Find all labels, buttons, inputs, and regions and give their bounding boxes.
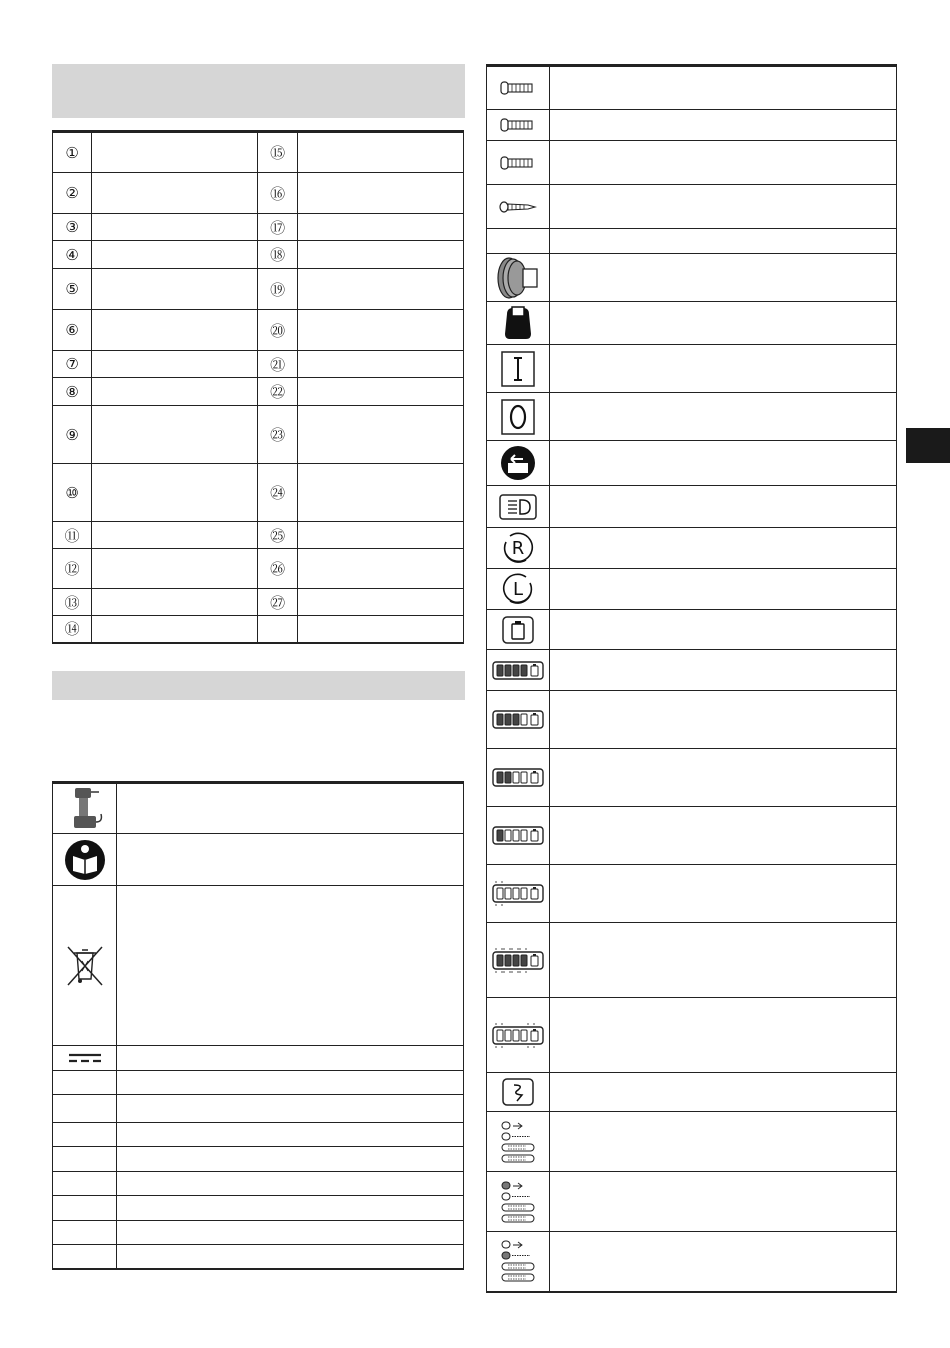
machine-screw-icon-graphic <box>498 117 538 133</box>
symbol-right-description-cell <box>550 1073 897 1112</box>
machine-screw-icon <box>487 66 550 110</box>
battery-2-icon-graphic <box>490 764 546 791</box>
part-name-left <box>92 378 258 406</box>
auto-stop-icon <box>487 1073 550 1112</box>
part-number-left: ⑭ <box>53 616 92 643</box>
symbol-right-description-cell <box>550 650 897 691</box>
symbol-right-description-cell <box>550 998 897 1073</box>
part-name-left <box>92 214 258 241</box>
symbol-right-row <box>487 528 897 569</box>
part-name-right <box>297 269 463 310</box>
part-number-right <box>258 616 297 643</box>
dc-current-icon-graphic <box>65 1052 105 1064</box>
crossed-bin-icon <box>53 886 117 1046</box>
part-number-right: ⑰ <box>258 214 297 241</box>
symbol-right-description-cell <box>550 441 897 486</box>
battery-caution-icon <box>487 441 550 486</box>
part-name-right <box>297 616 463 643</box>
symbol-right-description-cell <box>550 749 897 807</box>
symbol-left-description-cell <box>117 1147 464 1172</box>
off-icon-graphic <box>500 398 536 436</box>
symbol-left-symbol-cell <box>53 1123 117 1147</box>
section-header-bar-symbols <box>52 671 465 700</box>
symbol-left-description-cell <box>117 886 464 1046</box>
power-tool-icon-graphic <box>65 786 105 832</box>
symbol-right-description-cell <box>550 1112 897 1172</box>
symbol-left-description-cell <box>117 1046 464 1071</box>
symbol-left-description-cell <box>117 1095 464 1123</box>
part-number-left: ⑬ <box>53 589 92 616</box>
battery-caution-icon-graphic <box>499 444 537 482</box>
part-name-left <box>92 549 258 589</box>
symbol-left-symbol-cell <box>53 1221 117 1245</box>
symbol-right-row <box>487 393 897 441</box>
auto-stop-icon-graphic <box>500 1077 536 1107</box>
symbol-right-description-cell <box>550 569 897 610</box>
socket-icon-graphic <box>501 304 535 342</box>
svg-text:L: L <box>512 579 524 600</box>
bolt-icon-graphic <box>495 255 541 301</box>
symbol-right-description-cell <box>550 691 897 749</box>
symbol-left-row <box>53 1221 464 1245</box>
symbol-right-row <box>487 807 897 865</box>
symbol-right-row <box>487 141 897 185</box>
tapping-screw-icon <box>487 185 550 229</box>
symbol-left-symbol-cell <box>53 1147 117 1172</box>
tapping-screw-icon-graphic <box>498 200 538 214</box>
symbol-left-symbol-cell <box>53 1196 117 1221</box>
part-name-right <box>297 214 463 241</box>
symbol-right-row <box>487 749 897 807</box>
mode-1-icon-graphic <box>498 1120 538 1164</box>
symbol-right-row <box>487 229 897 254</box>
symbol-right-row <box>487 865 897 923</box>
symbol-left-symbol-cell <box>53 1095 117 1123</box>
symbol-right-description-cell <box>550 229 897 254</box>
symbol-left-description-cell <box>117 1245 464 1269</box>
part-name-right <box>297 522 463 549</box>
symbol-left-symbol-cell <box>53 1071 117 1095</box>
machine-screw-icon-graphic <box>498 80 538 96</box>
parts-row <box>53 378 464 406</box>
symbol-right-description-cell <box>550 1172 897 1232</box>
svg-text:R: R <box>511 538 525 559</box>
part-number-left: ⑦ <box>53 351 92 378</box>
part-number-right: ㉖ <box>258 549 297 589</box>
symbol-right-description-cell <box>550 141 897 185</box>
part-number-left: ⑪ <box>53 522 92 549</box>
symbol-left-row <box>53 1245 464 1269</box>
symbol-right-description-cell <box>550 865 897 923</box>
section-tab-marker <box>906 428 950 463</box>
symbol-right-row <box>487 345 897 393</box>
symbol-right-description-cell <box>550 807 897 865</box>
off-icon <box>487 393 550 441</box>
parts-row <box>53 351 464 378</box>
mode-3-icon-graphic <box>498 1239 538 1283</box>
symbol-right-description-cell <box>550 254 897 302</box>
bolt-icon <box>487 254 550 302</box>
part-number-right: ⑱ <box>258 241 297 269</box>
part-number-right: ⑮ <box>258 132 297 173</box>
symbol-right-row <box>487 1232 897 1292</box>
battery-2-icon <box>487 749 550 807</box>
symbol-right-description-cell <box>550 110 897 141</box>
part-number-left: ⑧ <box>53 378 92 406</box>
battery-1-icon <box>487 807 550 865</box>
battery-end-blink-icon <box>487 998 550 1073</box>
dc-current-icon <box>53 1046 117 1071</box>
part-number-right: ㉕ <box>258 522 297 549</box>
battery-all-blink-icon-graphic <box>490 947 546 974</box>
symbol-right-row <box>487 302 897 345</box>
symbol-right-row <box>487 691 897 749</box>
parts-row <box>53 406 464 464</box>
battery-icon-graphic <box>500 615 536 645</box>
part-number-left: ④ <box>53 241 92 269</box>
symbol-left-row <box>53 1196 464 1221</box>
battery-3-icon-graphic <box>490 706 546 733</box>
symbol-right-row <box>487 569 897 610</box>
symbol-left-row <box>53 1071 464 1095</box>
part-number-left: ⑫ <box>53 549 92 589</box>
parts-row <box>53 310 464 351</box>
parts-row <box>53 616 464 643</box>
part-name-left <box>92 241 258 269</box>
on-icon <box>487 345 550 393</box>
symbol-left-row <box>53 1172 464 1196</box>
battery-4-icon <box>487 650 550 691</box>
reverse-L-icon <box>487 569 550 610</box>
light-icon-graphic <box>498 493 538 521</box>
battery-icon <box>487 610 550 650</box>
part-name-right <box>297 173 463 214</box>
symbol-left-description-cell <box>117 1196 464 1221</box>
part-name-right <box>297 132 463 173</box>
symbol-right-symbol-cell <box>487 229 550 254</box>
part-name-left <box>92 351 258 378</box>
symbol-right-description-cell <box>550 393 897 441</box>
part-number-right: ⑲ <box>258 269 297 310</box>
symbol-left-row <box>53 783 464 834</box>
part-number-right: ㉒ <box>258 378 297 406</box>
part-name-left <box>92 464 258 522</box>
parts-row <box>53 241 464 269</box>
symbol-right-row <box>487 1172 897 1232</box>
part-name-left <box>92 616 258 643</box>
symbol-left-symbol-cell <box>53 1245 117 1269</box>
part-number-left: ③ <box>53 214 92 241</box>
symbol-right-row <box>487 486 897 528</box>
part-name-left <box>92 522 258 549</box>
machine-screw-icon <box>487 141 550 185</box>
part-number-right: ㉗ <box>258 589 297 616</box>
symbol-left-row <box>53 1095 464 1123</box>
part-number-right: ㉓ <box>258 406 297 464</box>
machine-screw-icon-graphic <box>498 155 538 171</box>
symbol-right-description-cell <box>550 185 897 229</box>
symbol-right-row <box>487 923 897 998</box>
symbol-left-row <box>53 834 464 886</box>
battery-1-icon-graphic <box>490 822 546 849</box>
symbol-right-row <box>487 610 897 650</box>
crossed-bin-icon-graphic <box>65 943 105 989</box>
socket-icon <box>487 302 550 345</box>
parts-row <box>53 464 464 522</box>
mode-3-icon <box>487 1232 550 1292</box>
part-name-left <box>92 132 258 173</box>
part-number-left: ⑤ <box>53 269 92 310</box>
part-number-left: ⑥ <box>53 310 92 351</box>
part-name-left <box>92 310 258 351</box>
parts-row <box>53 269 464 310</box>
part-name-left <box>92 269 258 310</box>
battery-3-icon <box>487 691 550 749</box>
parts-row <box>53 522 464 549</box>
reverse-R-icon <box>487 528 550 569</box>
symbol-right-row <box>487 998 897 1073</box>
parts-row <box>53 589 464 616</box>
symbol-right-description-cell <box>550 345 897 393</box>
symbol-right-description-cell <box>550 1232 897 1292</box>
part-name-right <box>297 351 463 378</box>
read-manual-icon <box>53 834 117 886</box>
part-name-right <box>297 241 463 269</box>
part-number-left: ② <box>53 173 92 214</box>
part-number-right: ㉔ <box>258 464 297 522</box>
parts-list-table <box>52 130 464 644</box>
symbol-left-row <box>53 1123 464 1147</box>
symbol-left-description-cell <box>117 1172 464 1196</box>
symbol-left-symbol-cell <box>53 1172 117 1196</box>
part-number-right: ㉑ <box>258 351 297 378</box>
parts-row <box>53 132 464 173</box>
symbol-left-description-cell <box>117 1123 464 1147</box>
symbol-right-row <box>487 185 897 229</box>
mode-2-icon <box>487 1172 550 1232</box>
part-number-left: ① <box>53 132 92 173</box>
symbol-right-row <box>487 650 897 691</box>
symbol-left-row <box>53 1147 464 1172</box>
light-icon <box>487 486 550 528</box>
reverse-L-icon-graphic <box>500 571 536 607</box>
part-name-left <box>92 173 258 214</box>
symbol-left-row <box>53 886 464 1046</box>
symbols-table-right <box>486 64 897 1293</box>
on-icon-graphic <box>500 350 536 388</box>
read-manual-icon-graphic <box>63 838 107 882</box>
symbol-right-row <box>487 1112 897 1172</box>
parts-row <box>53 214 464 241</box>
symbol-left-description-cell <box>117 834 464 886</box>
symbol-right-description-cell <box>550 923 897 998</box>
symbol-left-description-cell <box>117 1071 464 1095</box>
symbol-right-row <box>487 110 897 141</box>
battery-4-icon-graphic <box>490 657 546 684</box>
mode-1-icon <box>487 1112 550 1172</box>
battery-all-blink-icon <box>487 923 550 998</box>
battery-end-blink-icon-graphic <box>490 1022 546 1049</box>
symbol-right-description-cell <box>550 302 897 345</box>
symbol-left-description-cell <box>117 783 464 834</box>
part-name-right <box>297 589 463 616</box>
part-number-left: ⑩ <box>53 464 92 522</box>
symbols-table-left <box>52 781 464 1270</box>
symbol-right-description-cell <box>550 528 897 569</box>
symbol-right-row <box>487 254 897 302</box>
symbol-right-row <box>487 66 897 110</box>
symbol-left-row <box>53 1046 464 1071</box>
part-number-left: ⑨ <box>53 406 92 464</box>
part-name-right <box>297 549 463 589</box>
symbol-left-description-cell <box>117 1221 464 1245</box>
machine-screw-icon <box>487 110 550 141</box>
reverse-R-icon-graphic <box>500 530 536 566</box>
symbol-right-description-cell <box>550 66 897 110</box>
part-number-right: ⑳ <box>258 310 297 351</box>
symbol-right-description-cell <box>550 610 897 650</box>
parts-row <box>53 173 464 214</box>
power-tool-icon <box>53 783 117 834</box>
part-name-left <box>92 589 258 616</box>
part-name-right <box>297 406 463 464</box>
symbol-right-row <box>487 441 897 486</box>
symbol-right-row <box>487 1073 897 1112</box>
part-number-right: ⑯ <box>258 173 297 214</box>
part-name-left <box>92 406 258 464</box>
part-name-right <box>297 464 463 522</box>
mode-2-icon-graphic <box>498 1180 538 1224</box>
battery-blink-icon-graphic <box>490 880 546 907</box>
part-name-right <box>297 310 463 351</box>
symbol-right-description-cell <box>550 486 897 528</box>
parts-row <box>53 549 464 589</box>
battery-blink-icon <box>487 865 550 923</box>
part-name-right <box>297 378 463 406</box>
section-header-bar-top <box>52 64 465 118</box>
